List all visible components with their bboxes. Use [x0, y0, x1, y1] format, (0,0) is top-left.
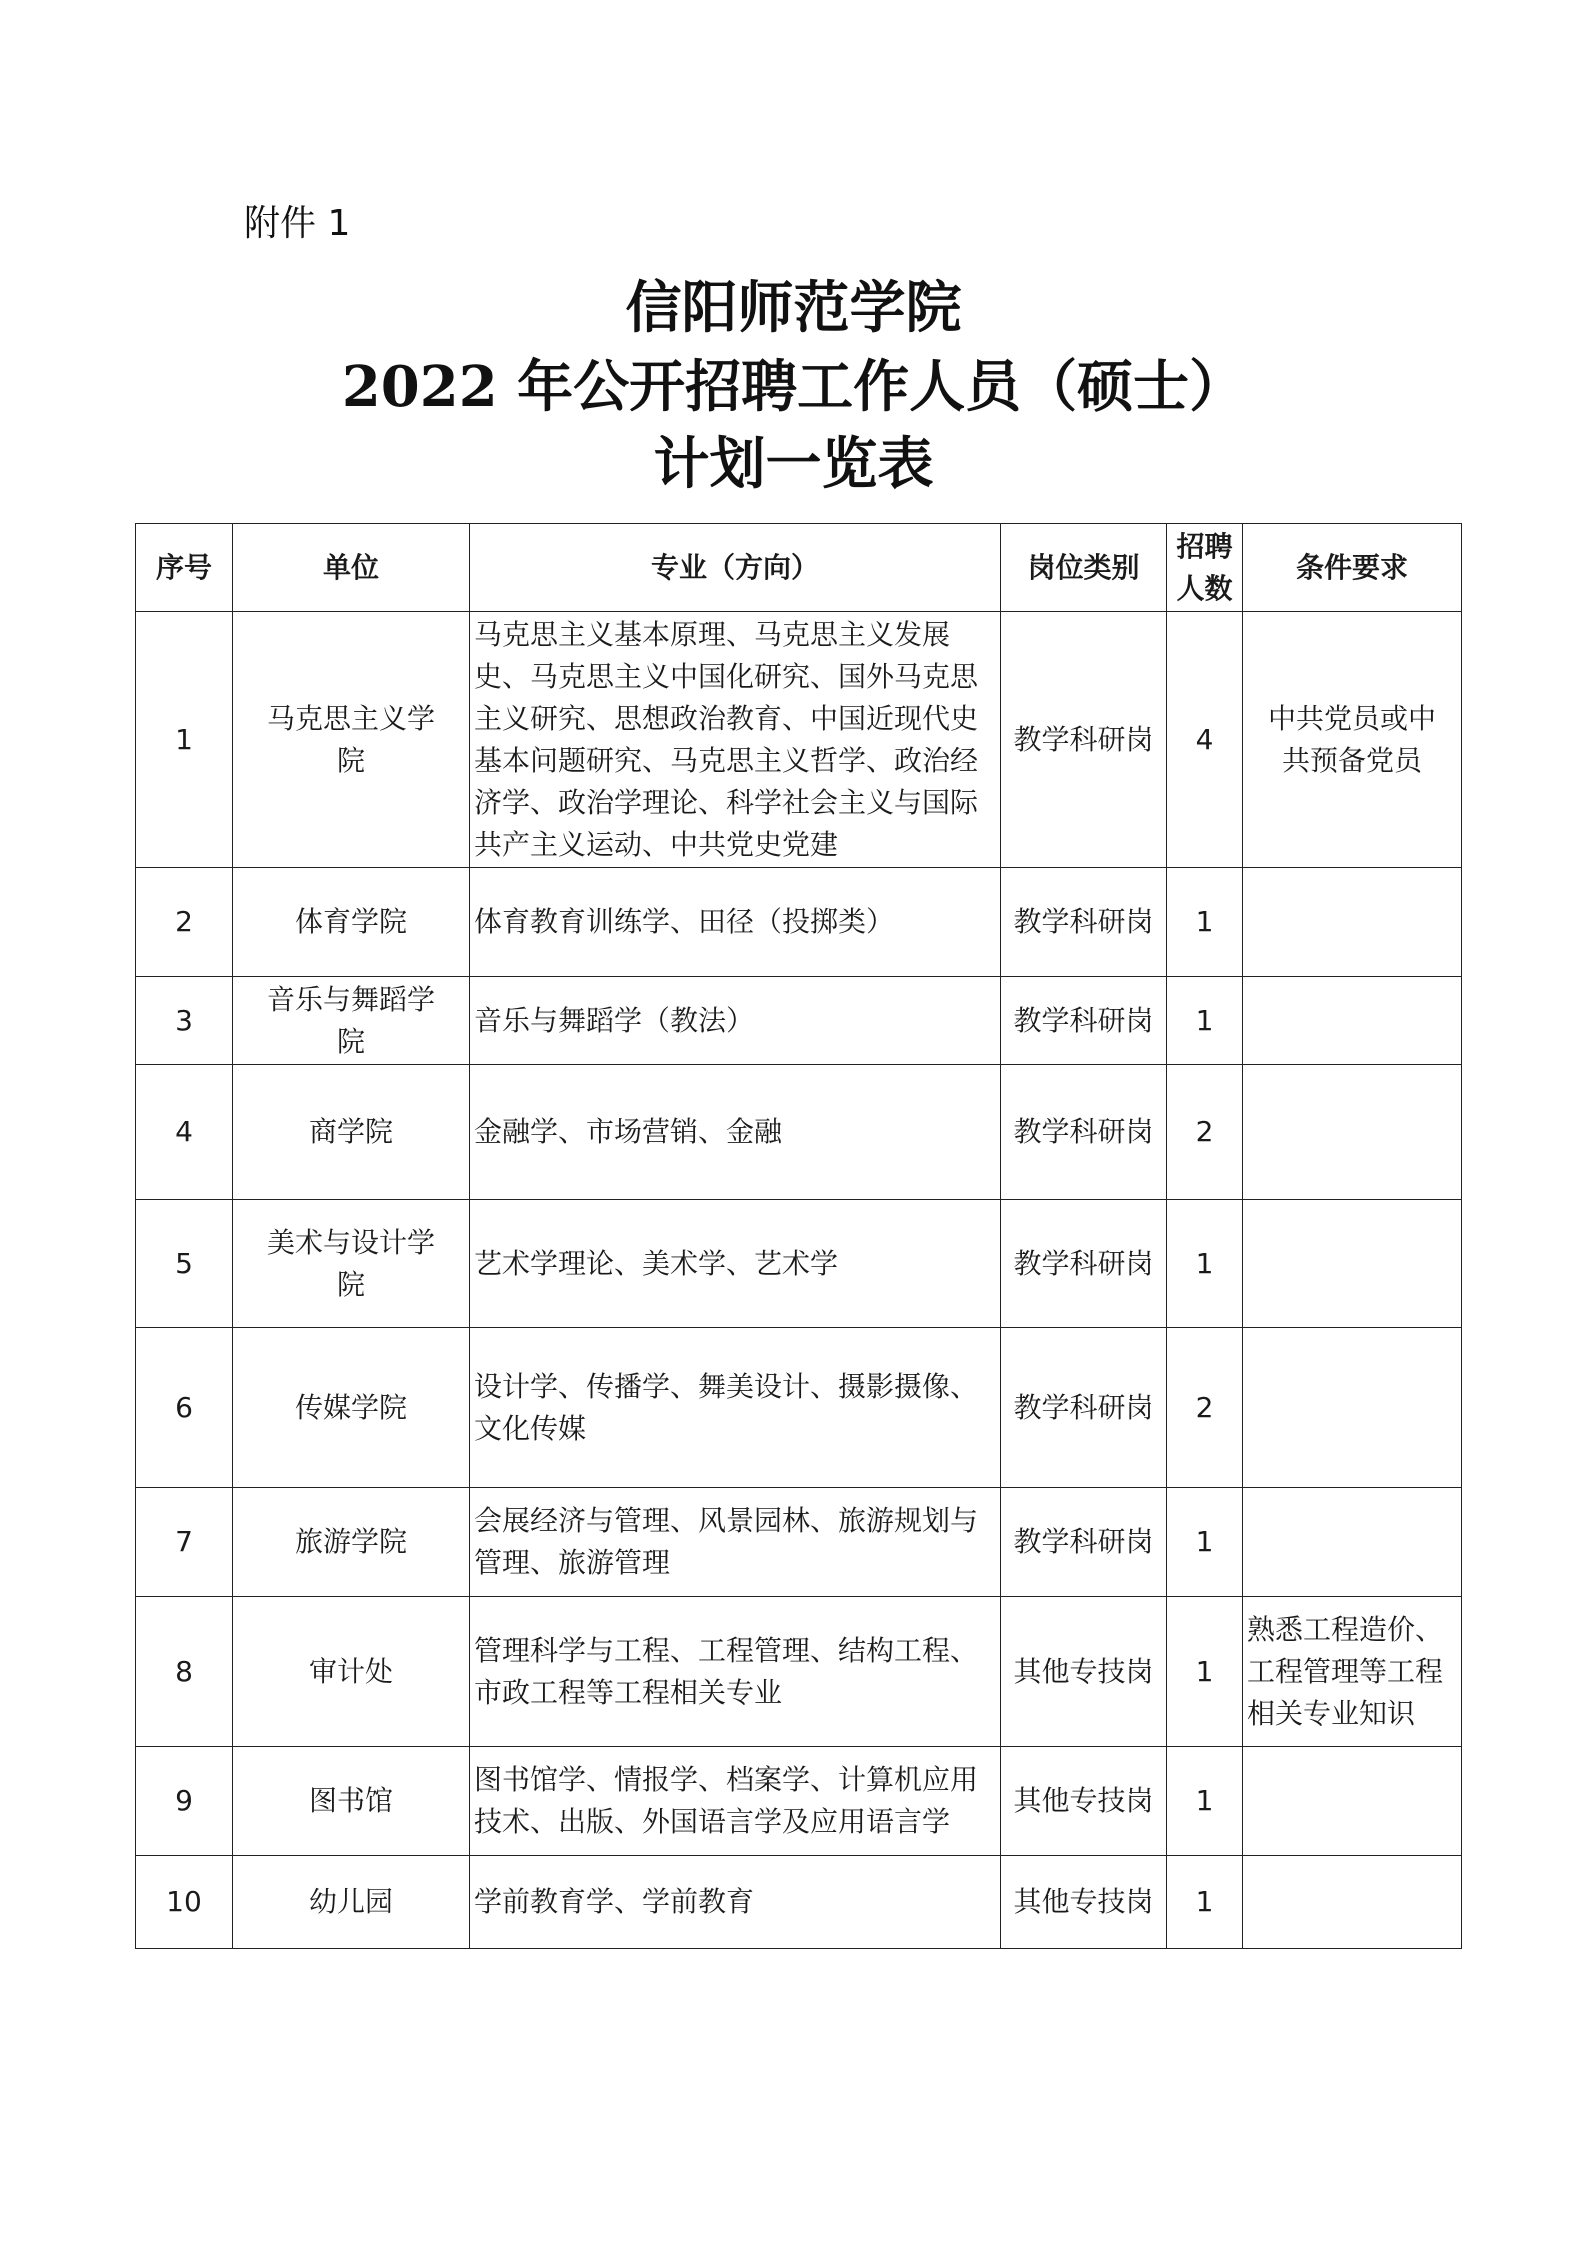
cell-seq: 9 [136, 1747, 233, 1856]
cell-requirements [1243, 1328, 1462, 1488]
cell-post-type: 教学科研岗 [1001, 1328, 1167, 1488]
cell-requirements [1243, 1856, 1462, 1949]
cell-unit: 马克思主义学院 [233, 612, 470, 868]
cell-seq: 3 [136, 977, 233, 1065]
cell-seq: 7 [136, 1488, 233, 1597]
cell-unit: 旅游学院 [233, 1488, 470, 1597]
cell-major: 马克思主义基本原理、马克思主义发展史、马克思主义中国化研究、国外马克思主义研究、思想政治教育、中国近现代史基本问题研究、马克思主义哲学、政治经济学、政治学理论、科学社会主义与国际共产主义运动、中共党史党建 [470, 612, 1001, 868]
cell-seq: 4 [136, 1065, 233, 1200]
cell-count: 1 [1167, 1597, 1243, 1747]
cell-post-type: 教学科研岗 [1001, 1488, 1167, 1597]
cell-seq: 2 [136, 868, 233, 977]
title-line-1: 信阳师范学院 [625, 276, 962, 341]
cell-requirements [1243, 868, 1462, 977]
header-unit: 单位 [233, 524, 470, 612]
cell-post-type: 其他专技岗 [1001, 1856, 1167, 1949]
table-row [136, 977, 1462, 1065]
table-row [136, 868, 1462, 977]
table-row [136, 1597, 1462, 1747]
cell-post-type: 教学科研岗 [1001, 977, 1167, 1065]
cell-seq: 1 [136, 612, 233, 868]
header-requirements: 条件要求 [1243, 524, 1462, 612]
cell-count: 2 [1167, 1328, 1243, 1488]
title-line-3: 计划一览表 [653, 432, 934, 497]
header-count [1167, 524, 1243, 612]
cell-count: 1 [1167, 1747, 1243, 1856]
cell-major: 设计学、传播学、舞美设计、摄影摄像、文化传媒 [470, 1328, 1001, 1488]
document-title [0, 270, 1587, 504]
cell-major: 艺术学理论、美术学、艺术学 [470, 1200, 1001, 1328]
cell-requirements [1243, 1747, 1462, 1856]
cell-requirements: 熟悉工程造价、工程管理等工程相关专业知识 [1243, 1597, 1462, 1747]
header-seq: 序号 [136, 524, 233, 612]
cell-count: 1 [1167, 1488, 1243, 1597]
cell-major: 金融学、市场营销、金融 [470, 1065, 1001, 1200]
cell-count: 4 [1167, 612, 1243, 868]
cell-unit: 传媒学院 [233, 1328, 470, 1488]
cell-count: 1 [1167, 1200, 1243, 1328]
cell-unit: 美术与设计学院 [233, 1200, 470, 1328]
cell-post-type: 其他专技岗 [1001, 1597, 1167, 1747]
cell-requirements [1243, 1488, 1462, 1597]
cell-unit: 体育学院 [233, 868, 470, 977]
cell-major: 体育教育训练学、田径（投掷类） [470, 868, 1001, 977]
attachment-label: 附件 1 [244, 203, 351, 244]
header-count-line-2: 人数 [1176, 571, 1233, 605]
cell-seq: 8 [136, 1597, 233, 1747]
header-post-type: 岗位类别 [1001, 524, 1167, 612]
table-row [136, 1065, 1462, 1200]
cell-post-type: 教学科研岗 [1001, 868, 1167, 977]
cell-seq: 10 [136, 1856, 233, 1949]
cell-major: 管理科学与工程、工程管理、结构工程、市政工程等工程相关专业 [470, 1597, 1001, 1747]
table-row [136, 1856, 1462, 1949]
cell-unit: 幼儿园 [233, 1856, 470, 1949]
cell-count: 1 [1167, 977, 1243, 1065]
table-row [136, 1328, 1462, 1488]
table-row [136, 1747, 1462, 1856]
table-header-row [136, 524, 1462, 612]
recruitment-plan-table [135, 523, 1462, 1949]
cell-post-type: 教学科研岗 [1001, 1065, 1167, 1200]
table-row [136, 612, 1462, 868]
cell-unit: 音乐与舞蹈学院 [233, 977, 470, 1065]
cell-seq: 5 [136, 1200, 233, 1328]
title-line-2: 2022 年公开招聘工作人员（硕士） [341, 354, 1246, 420]
cell-unit: 审计处 [233, 1597, 470, 1747]
cell-requirements [1243, 977, 1462, 1065]
cell-post-type: 教学科研岗 [1001, 1200, 1167, 1328]
cell-post-type: 其他专技岗 [1001, 1747, 1167, 1856]
cell-major: 图书馆学、情报学、档案学、计算机应用技术、出版、外国语言学及应用语言学 [470, 1747, 1001, 1856]
cell-post-type: 教学科研岗 [1001, 612, 1167, 868]
cell-count: 1 [1167, 868, 1243, 977]
cell-requirements: 中共党员或中共预备党员 [1243, 612, 1462, 868]
table-row [136, 1200, 1462, 1328]
cell-requirements [1243, 1200, 1462, 1328]
cell-count: 2 [1167, 1065, 1243, 1200]
table-row [136, 1488, 1462, 1597]
header-count-line-1: 招聘 [1176, 529, 1233, 563]
cell-requirements [1243, 1065, 1462, 1200]
header-major: 专业（方向） [470, 524, 1001, 612]
cell-unit: 图书馆 [233, 1747, 470, 1856]
cell-major: 会展经济与管理、风景园林、旅游规划与管理、旅游管理 [470, 1488, 1001, 1597]
cell-seq: 6 [136, 1328, 233, 1488]
cell-major: 学前教育学、学前教育 [470, 1856, 1001, 1949]
cell-major: 音乐与舞蹈学（教法） [470, 977, 1001, 1065]
cell-count: 1 [1167, 1856, 1243, 1949]
cell-unit: 商学院 [233, 1065, 470, 1200]
